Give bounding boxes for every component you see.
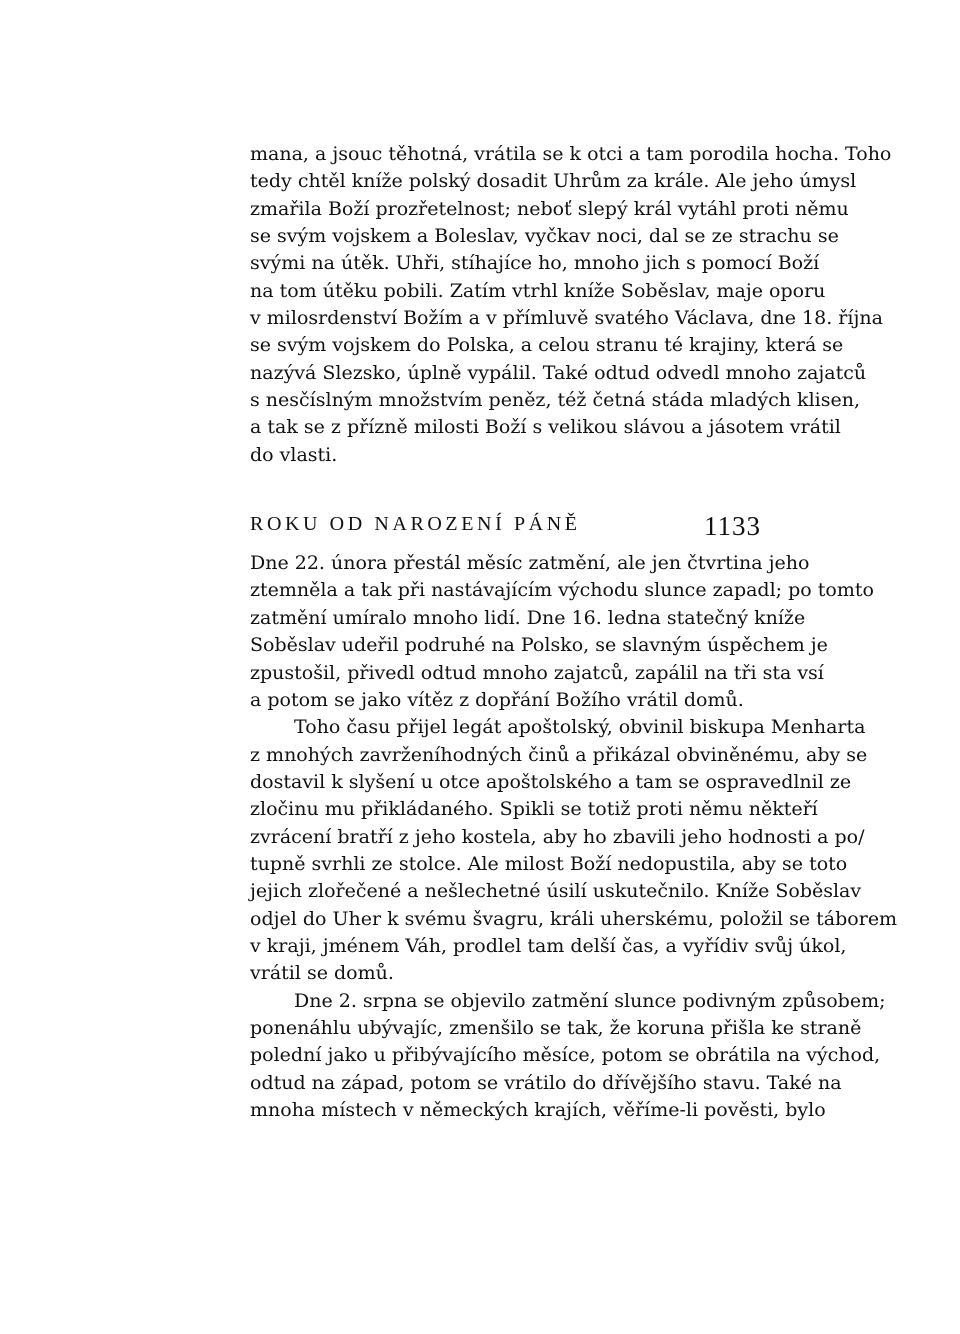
year-heading (250, 509, 865, 549)
year-heading-number: 1133 (704, 511, 761, 542)
text-line: dostavil k slyšení u otce apoštolského a tam se ospravedlnil ze (250, 770, 852, 793)
text-line: odtud na západ, potom se vrátilo do dřívějšího stavu. Také na (250, 1071, 842, 1094)
text-line: v kraji, jménem Váh, prodlel tam delší čas, a vyřídiv svůj úkol, (250, 934, 847, 957)
text-line: tupně svrhli ze stolce. Ale milost Boží nedopustila, aby se toto (250, 852, 848, 875)
text-line: odjel do Uher k svému švagru, králi uherskému, položil se táborem (250, 907, 898, 930)
text-line: vrátil se domů. (250, 962, 394, 985)
text-line: mana, a jsouc těhotná, vrátila se k otci a tam porodila hocha. Toho (250, 143, 892, 165)
text-line: ponenáhlu ubývajíc, zmenšilo se tak, že koruna přišla ke straně (250, 1016, 862, 1039)
text-line: zmařila Boží prozřetelnost; neboť slepý král vytáhl proti němu (250, 197, 849, 220)
text-line: Toho času přijel legát apoštolský, obvinil biskupa Menharta (294, 716, 866, 739)
paragraph (250, 714, 898, 987)
text-line: zpustošil, přivedl odtud mnoho zajatců, zapálil na tři sta vsí (250, 661, 824, 684)
text-line: jejich zlořečené a nešlechetné úsilí uskutečnilo. Kníže Soběslav (250, 880, 862, 903)
paragraph (250, 550, 874, 714)
continued-paragraph (250, 141, 892, 469)
text-line: tedy chtěl kníže polský dosadit Uhrům za krále. Ale jeho úmysl (250, 170, 857, 193)
text-line: ztemněla a tak při nastávajícím východu slunce zapadl; po tomto (250, 579, 874, 602)
year-heading-label: ROKU OD NAROZENÍ PÁNĚ (250, 513, 581, 536)
text-line: a potom se jako vítěz z dopřání Božího vrátil domů. (250, 688, 744, 711)
text-line: do vlasti. (250, 443, 338, 466)
text-line: v milosrdenství Božím a v přímluvě svatého Václava, dne 18. října (250, 307, 883, 330)
text-line: na tom útěku pobili. Zatím vtrhl kníže Soběslav, maje oporu (250, 279, 826, 302)
text-line: svými na útěk. Uhři, stíhajíce ho, mnoho jich s pomocí Boží (250, 252, 820, 275)
text-line: a tak se z přízně milosti Boží s velikou slávou a jásotem vrátil (250, 416, 841, 439)
text-line: nazývá Slezsko, úplně vypálil. Také odtud odvedl mnoho zajatců (250, 361, 867, 384)
page-text (250, 141, 898, 1124)
text-line: z mnohých zavrženíhodných činů a přikázal obviněnému, aby se (250, 743, 868, 766)
text-line: Dne 22. února přestál měsíc zatmění, ale jen čtvrtina jeho (250, 552, 810, 575)
text-line: polední jako u přibývajícího měsíce, potom se obrátila na východ, (250, 1044, 881, 1067)
text-line: zatmění umíralo mnoho lidí. Dne 16. ledna statečný kníže (250, 606, 806, 629)
text-line: Soběslav udeřil podruhé na Polsko, se slavným úspěchem je (250, 634, 828, 657)
text-line: se svým vojskem a Boleslav, vyčkav noci, dal se ze strachu se (250, 225, 839, 248)
text-line: Dne 2. srpna se objevilo zatmění slunce podivným způsobem; (294, 989, 886, 1012)
text-line: se svým vojskem do Polska, a celou stranu té krajiny, která se (250, 334, 844, 357)
text-line: mnoha místech v německých krajích, věříme-li pověsti, bylo (250, 1099, 826, 1121)
text-line: zločinu mu přikládaného. Spikli se totiž proti němu někteří (250, 798, 818, 821)
paragraph (250, 988, 886, 1125)
text-line: s nesčíslným množstvím peněz, též četná stáda mladých klisen, (250, 389, 860, 412)
text-line: zvrácení bratří z jeho kostela, aby ho zbavili jeho hodnosti a po/ (250, 825, 865, 848)
